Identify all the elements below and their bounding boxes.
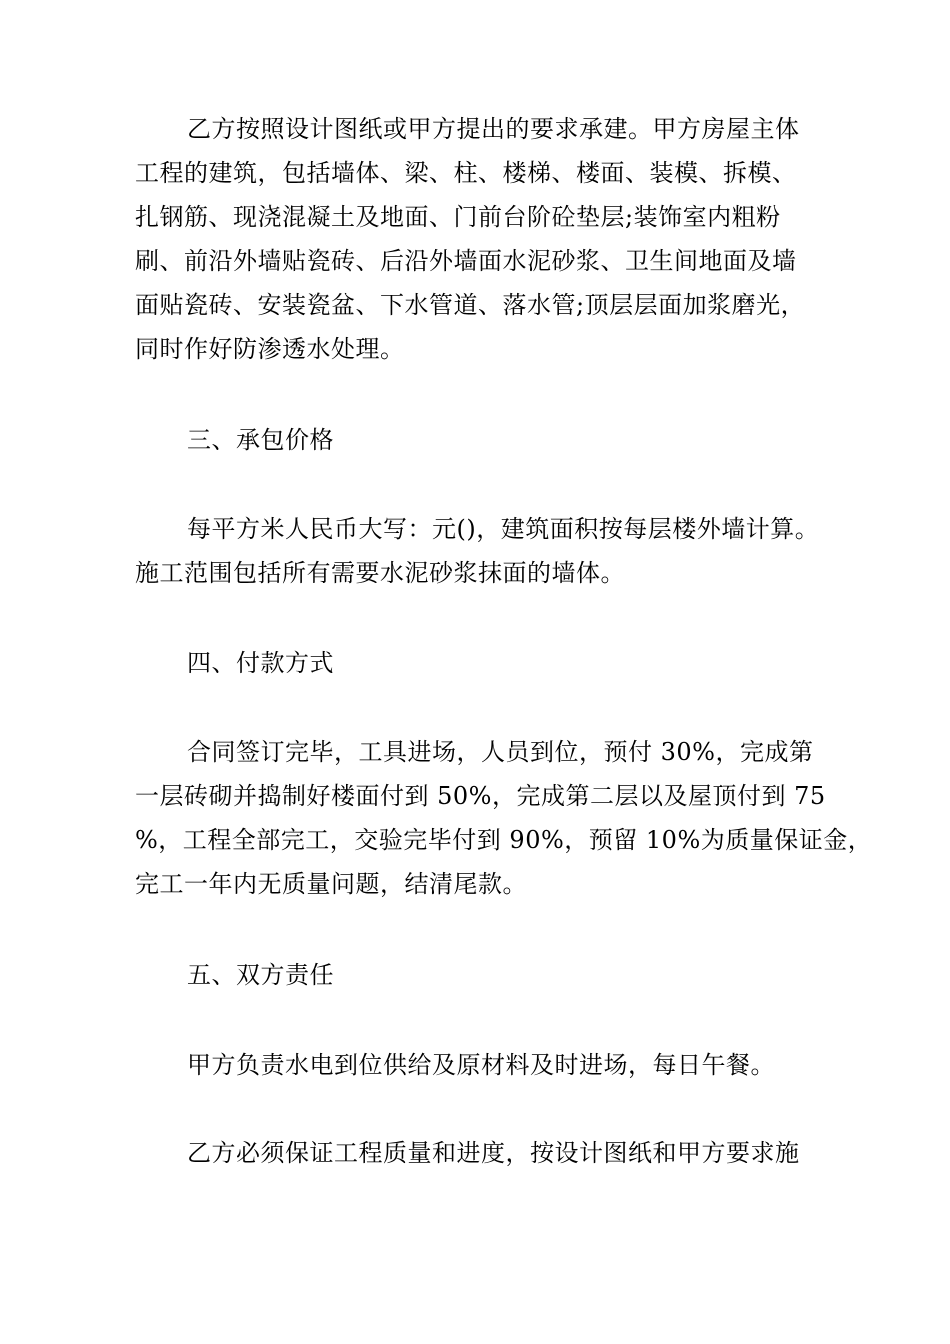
section-heading-payment: 四、付款方式: [187, 649, 334, 677]
paragraph-payment: [135, 730, 873, 906]
paragraph-line: 面贴瓷砖、安装瓷盆、下水管道、落水管;顶层层面加浆磨光，: [135, 291, 806, 319]
paragraph-scope-of-work: [135, 107, 835, 371]
paragraph-line: 乙方按照设计图纸或甲方提出的要求承建。甲方房屋主体: [187, 115, 800, 143]
paragraph-line: 刷、前沿外墙贴瓷砖、后沿外墙面水泥砂浆、卫生间地面及墙: [135, 247, 797, 275]
paragraph-party-a-duties: [135, 1043, 835, 1087]
paragraph-party-b-duties: [135, 1131, 835, 1175]
paragraph-line: 扎钢筋、现浇混凝土及地面、门前台阶砼垫层;装饰室内粗粉: [135, 203, 781, 231]
paragraph-line: 合同签订完毕，工具进场，人员到位，预付 30%，完成第: [187, 738, 814, 766]
section-heading-responsibilities: 五、双方责任: [187, 961, 334, 989]
paragraph-line: 乙方必须保证工程质量和进度，按设计图纸和甲方要求施: [187, 1139, 800, 1167]
paragraph-line: 工程的建筑，包括墙体、梁、柱、楼梯、楼面、装模、拆模、: [135, 159, 797, 187]
paragraph-line: 完工一年内无质量问题，结清尾款。: [135, 870, 527, 898]
section-heading-price: 三、承包价格: [187, 426, 334, 454]
paragraph-line: 甲方负责水电到位供给及原材料及时进场，每日午餐。: [187, 1051, 775, 1079]
paragraph-line: %，工程全部完工，交验完毕付到 90%，预留 10%为质量保证金，: [135, 826, 873, 854]
paragraph-line: 施工范围包括所有需要水泥砂浆抹面的墙体。: [135, 559, 625, 587]
paragraph-line: 每平方米人民币大写：元()，建筑面积按每层楼外墙计算。: [187, 515, 820, 543]
paragraph-line: 同时作好防渗透水处理。: [135, 335, 405, 363]
paragraph-price: [135, 507, 835, 595]
paragraph-line: 一层砖砌并捣制好楼面付到 50%，完成第二层以及屋顶付到 75: [135, 782, 826, 810]
